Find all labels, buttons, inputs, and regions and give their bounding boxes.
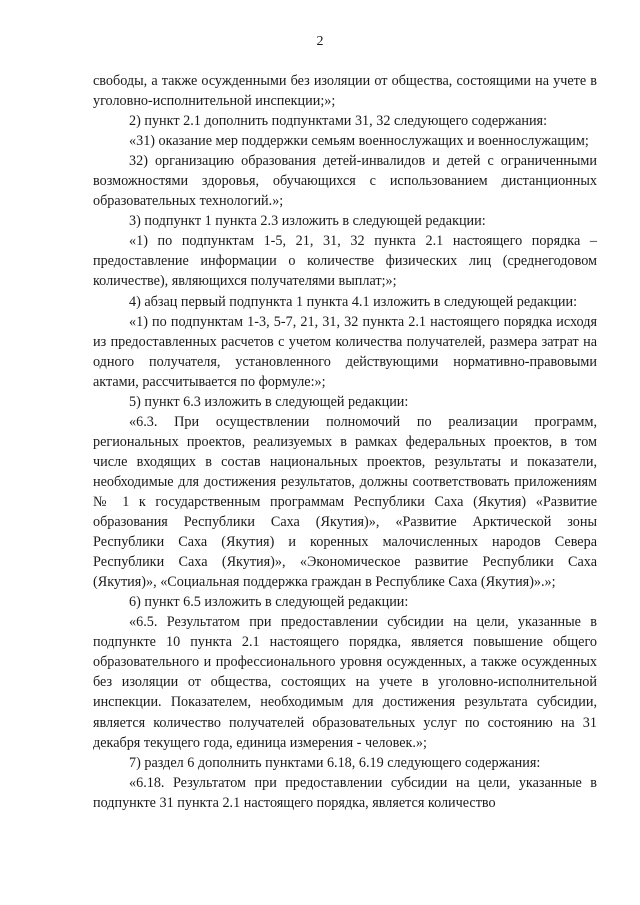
- paragraph-item-3: 3) подпункт 1 пункта 2.3 изложить в следующей редакции:: [129, 213, 486, 230]
- document-body: [93, 71, 597, 813]
- paragraph-quote-2-3: «1) по подпунктам 1-5, 21, 31, 32 пункта 2.1 настоящего порядка – предоставление информации о количестве физических лиц (среднегодовом количестве), являющихся получателями выплат;»;: [93, 233, 597, 290]
- paragraph-quote-6-3: «6.3. При осуществлении полномочий по реализации программ, региональных проектов, реализуемых в рамках федеральных проектов, в том числе входящих в состав национальных проектов, результаты и показатели, необходимые для достижения результатов, должны соответствовать приложениям № 1 к государственным программам Республики Саха (Якутия) «Развитие образования Республики Саха (Якутия)», «Развитие Арктической зоны Республики Саха (Якутия) и коренных малочисленных народов Севера Республики Саха (Якутия)», «Экономическое развитие Республики Саха (Якутия)», «Социальная поддержка граждан в Республике Саха (Якутия)».»;: [93, 413, 597, 591]
- page-number: 2: [316, 34, 324, 49]
- paragraph-item-2: 2) пункт 2.1 дополнить подпунктами 31, 32 следующего содержания:: [129, 113, 548, 130]
- paragraph-continuation: свободы, а также осужденными без изоляции от общества, состоящими на учете в уголовно-исполнительной инспекции;»;: [93, 73, 597, 110]
- paragraph-item-7: 7) раздел 6 дополнить пунктами 6.18, 6.19 следующего содержания:: [129, 754, 541, 771]
- paragraph-subitem-31: «31) оказание мер поддержки семьям военнослужащих и военнослужащим;: [129, 133, 589, 150]
- paragraph-item-5: 5) пункт 6.3 изложить в следующей редакции:: [129, 393, 409, 410]
- paragraph-item-6: 6) пункт 6.5 изложить в следующей редакции:: [129, 594, 409, 611]
- paragraph-quote-4-1: «1) по подпунктам 1-3, 5-7, 21, 31, 32 пункта 2.1 настоящего порядка исходя из предоставленных расчетов с учетом количества получателей, размера затрат на одного получателя, установленного действующими нормативно-правовыми актами, рассчитывается по формуле:»;: [93, 313, 597, 390]
- paragraph-item-4: 4) абзац первый подпункта 1 пункта 4.1 изложить в следующей редакции:: [129, 293, 578, 310]
- paragraph-subitem-32: 32) организацию образования детей-инвалидов и детей с ограниченными возможностями здоровья, обучающихся с использованием дистанционных образовательных технологий.»;: [93, 153, 597, 210]
- paragraph-quote-6-5: «6.5. Результатом при предоставлении субсидии на цели, указанные в подпункте 10 пункта 2.1 настоящего порядка, является повышение общего образовательного и профессионального уровня осужденных, а также осужденных без изоляции от общества, состоящих на учете в уголовно-исполнительной инспекции. Показателем, необходимым для достижения результата субсидии, является количество получателей образовательных услуг по состоянию на 31 декабря текущего года, единица измерения - человек.»;: [93, 614, 597, 751]
- paragraph-quote-6-18: «6.18. Результатом при предоставлении субсидии на цели, указанные в подпункте 31 пункта 2.1 настоящего порядка, является количество: [93, 774, 597, 811]
